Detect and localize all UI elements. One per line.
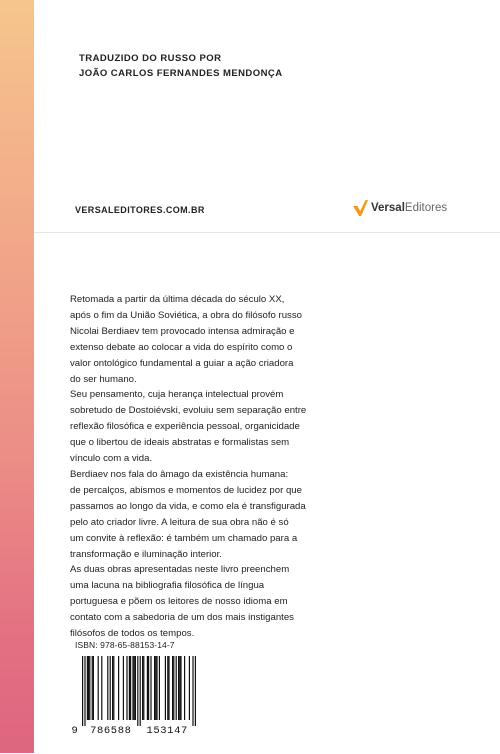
barcode-bar	[165, 656, 166, 720]
blurb-line: passamos ao longo da vida, e como ela é transfigurada	[70, 500, 306, 512]
translator-credit	[79, 51, 283, 81]
barcode-digits: 153147	[146, 725, 188, 736]
gradient-side-strip	[0, 0, 34, 753]
upper-panel	[34, 0, 500, 232]
isbn-label: ISBN: 978-65-88153-14-7	[75, 640, 175, 650]
barcode-bar	[137, 656, 138, 726]
barcode-bar	[167, 656, 168, 720]
barcode-bar	[87, 656, 88, 720]
barcode-bar	[178, 656, 179, 720]
versal-check-icon	[353, 200, 368, 216]
barcode-bar	[123, 656, 124, 720]
barcode-bar	[113, 656, 114, 720]
logo-light-text: Editores	[404, 202, 448, 214]
blurb-line: sobretudo de Dostoiévski, evoluiu sem separação entre	[70, 405, 307, 417]
blurb-line: Seu pensamento, cuja herança intelectual provém	[70, 389, 284, 401]
blurb-line: pelo ato criador livre. A leitura de sua obra não é só	[70, 516, 289, 528]
barcode-bar	[93, 656, 94, 720]
blurb-line: transformação e iluminação interior.	[70, 548, 222, 560]
barcode-bar	[129, 656, 130, 720]
barcode-bar	[150, 656, 151, 720]
publisher-logo	[353, 199, 447, 217]
barcode-bar	[130, 656, 131, 720]
blurb-line: valor ontológico fundamental a guiar a ação criadora	[70, 357, 294, 369]
barcode-bar	[98, 656, 99, 720]
back-cover-blurb	[70, 292, 430, 642]
blurb-line: do ser humano.	[70, 373, 137, 385]
barcode-bar	[140, 656, 141, 726]
isbn-barcode	[68, 654, 200, 736]
blurb-line: reflexão filosófica e experiência pessoal, organicidade	[70, 421, 300, 433]
barcode-bar	[142, 656, 143, 720]
barcode-bar	[179, 656, 180, 720]
barcode-bar	[155, 656, 156, 720]
barcode-bar	[156, 656, 157, 720]
barcode-bar	[82, 656, 83, 726]
blurb-line: Berdiaev nos fala do âmago da existência humana:	[70, 468, 289, 480]
barcode-bar	[118, 656, 119, 720]
blurb-line: que o libertou de ideais abstratas e formalistas sem	[70, 437, 290, 449]
barcode-bar	[148, 656, 149, 720]
blurb-line: portuguesa e põem os leitores de nosso idioma em	[70, 596, 288, 608]
blurb-line: Retomada a partir da última década do século XX,	[70, 294, 285, 305]
blurb-line: uma lacuna na bibliografia filosófica de língua	[70, 580, 265, 592]
blurb-line: contato com a sabedoria de um dos mais instigantes	[70, 612, 294, 624]
blurb-line: extenso debate ao colocar a vida do espírito como o	[70, 341, 293, 353]
barcode-bar	[84, 656, 85, 726]
barcode-bar	[107, 656, 108, 720]
blurb-line: de percalços, abismos e momentos de lucidez por que	[70, 484, 302, 496]
publisher-website: VERSALEDITORES.COM.BR	[75, 205, 205, 215]
blurb-line: vínculo com a vida.	[70, 453, 153, 465]
barcode-bar	[92, 656, 93, 720]
barcode-digits: 786588	[90, 725, 132, 736]
barcode-bar	[154, 656, 155, 720]
blurb-line: Nicolai Berdiaev tem provocado intensa admiração e	[70, 325, 295, 337]
barcode-bar	[135, 656, 136, 720]
barcode-bar	[173, 656, 174, 720]
translator-line: TRADUZIDO DO RUSSO POR	[79, 53, 222, 64]
barcode-bar	[172, 656, 173, 720]
translator-line: JOÃO CARLOS FERNANDES MENDONÇA	[79, 68, 283, 79]
barcode-digits: 9	[71, 725, 79, 736]
barcode-bar	[159, 656, 160, 720]
barcode-bar	[147, 656, 148, 720]
logo-bold-text: Versal	[371, 202, 405, 214]
barcode-bar	[192, 656, 193, 726]
barcode-bar	[126, 656, 127, 720]
blurb-line: As duas obras apresentadas neste livro preenchem	[70, 564, 290, 576]
barcode-bar	[134, 656, 135, 720]
barcode-bar	[112, 656, 113, 720]
barcode-bar	[143, 656, 144, 720]
barcode-bar	[184, 656, 185, 720]
blurb-line: filósofos de todos os tempos.	[70, 628, 195, 640]
barcode-bar	[89, 656, 90, 720]
barcode-bar	[110, 656, 111, 720]
barcode-bar	[132, 656, 133, 720]
blurb-line: após o fim da União Soviética, a obra do filósofo russo	[70, 309, 302, 321]
barcode-bar	[101, 656, 102, 720]
blurb-line: um convite à reflexão: é também um chamado para a	[70, 532, 298, 544]
barcode-bar	[168, 656, 169, 720]
barcode-bar	[189, 656, 190, 720]
barcode-bar	[88, 656, 89, 720]
barcode-bar	[195, 656, 196, 726]
barcode-bar	[176, 656, 177, 720]
barcode-bar	[180, 656, 181, 720]
